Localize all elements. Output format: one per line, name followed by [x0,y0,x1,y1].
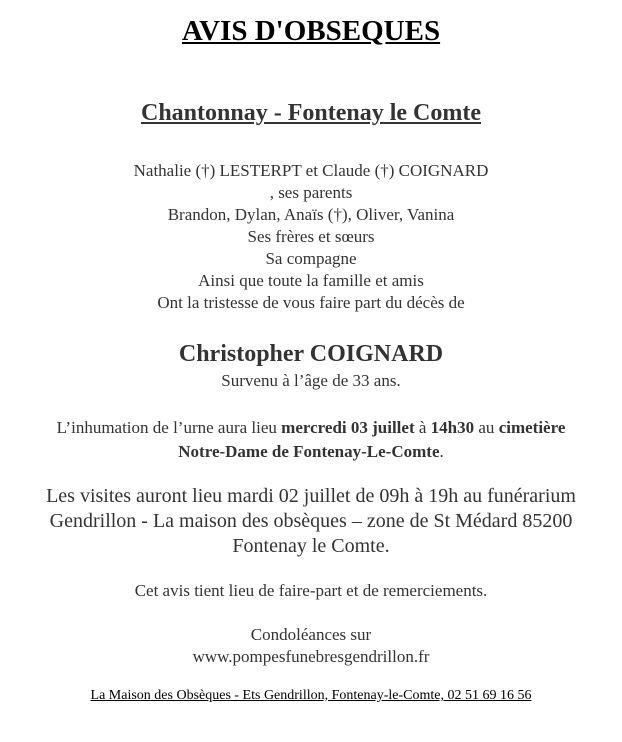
notice-title: AVIS D'OBSEQUES [181,15,441,47]
family-line-parents: , ses parents [269,183,353,202]
location-heading: Chantonnay - Fontenay le Comte [141,100,481,126]
visitation-details [0,484,622,559]
family-line-parents-names: Nathalie (†) LESTERPT et Claude (†) COIGNARD [133,161,489,180]
inhumation-place-line-2: Notre-Dame de Fontenay-Le-Comte [178,442,440,461]
visitation-line-3: Fontenay le Comte. [232,535,390,557]
inhumation-time: 14h30 [430,418,475,437]
age-line: Survenu à l’âge de 33 ans. [221,371,401,390]
condolences-label: Condoléances sur [250,625,372,644]
condolences-block [0,624,622,668]
inhumation-end: . [439,442,444,461]
family-line-family-friends: Ainsi que toute la famille et amis [198,271,424,290]
inhumation-line-1 [0,416,622,440]
inhumation-connector-au: au [474,418,499,437]
inhumation-line-2 [0,440,622,464]
family-line-siblings-names: Brandon, Dylan, Anaïs (†), Oliver, Vanina [167,205,455,224]
visitation-line-1: Les visites auront lieu mardi 02 juillet de 09h à 19h au funérarium [46,485,576,507]
inhumation-place-line-1: cimetière [498,418,566,437]
family-announcement [0,160,622,314]
inhumation-intro: L’inhumation de l’urne aura lieu [56,418,282,437]
family-line-announcement: Ont la tristesse de vous faire part du décès de [157,293,465,312]
inhumation-details [0,416,622,464]
deceased-name: Christopher COIGNARD [178,341,444,367]
footer-contact [0,686,622,706]
inhumation-date: mercredi 03 juillet [281,418,415,437]
footer-text: La Maison des Obsèques - Ets Gendrillon, Fontenay-le-Comte, 02 51 69 16 56 [90,688,532,703]
visitation-line-2: Gendrillon - La maison des obsèques – zone de St Médard 85200 [49,510,573,532]
notice-statement: Cet avis tient lieu de faire-part et de remerciements. [134,581,488,600]
inhumation-connector-a: à [414,418,431,437]
condolences-website-link[interactable]: www.pompesfunebresgendrillon.fr [192,647,430,666]
family-line-siblings: Ses frères et sœurs [247,227,375,246]
family-line-partner: Sa compagne [265,249,357,268]
